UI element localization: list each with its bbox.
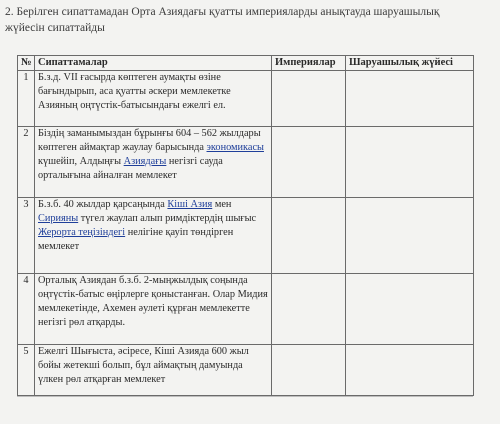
row-number: 1 — [18, 71, 35, 127]
empire-answer-cell[interactable] — [272, 71, 346, 127]
table-row — [18, 127, 474, 198]
economy-answer-cell[interactable] — [346, 127, 474, 198]
description-link[interactable]: Кіші Азия — [167, 199, 213, 210]
description-text: мен — [212, 199, 232, 210]
economy-answer-cell[interactable] — [346, 345, 474, 396]
row-description — [35, 274, 272, 345]
row-description — [35, 127, 272, 198]
characteristics-table — [17, 55, 474, 396]
task-heading-line-2: жүйесін сипаттайды — [5, 22, 105, 34]
row-number: 5 — [18, 345, 35, 396]
economy-answer-cell[interactable] — [346, 198, 474, 274]
table-row — [18, 198, 474, 274]
table-row — [18, 274, 474, 345]
description-text: Б.з.б. 40 жылдар қарсаңында — [38, 199, 168, 210]
description-link[interactable]: Сирияны — [38, 212, 79, 224]
row-description — [35, 71, 272, 127]
description-link[interactable]: Азиядағы — [123, 155, 167, 167]
empire-answer-cell[interactable] — [272, 345, 346, 396]
economy-answer-cell[interactable] — [346, 71, 474, 127]
description-link[interactable]: экономикасы — [206, 141, 264, 153]
description-text: Біздің заманымыздан бұрынғы 604 – 562 жылдары көптеген аймақтар жаулау барысында — [38, 128, 261, 153]
row-description — [35, 345, 272, 396]
description-text: нелігіне қауіп төндірген мемлекет — [38, 226, 234, 252]
task-heading — [5, 4, 475, 36]
description-text: Б.з.д. VII ғасырда көптеген аумақты өзіне бағындырып, аса қуатты әскери мемлекетке Азияның оңтүстік-батысындағы ежелгі ел. — [38, 72, 231, 111]
page-divider — [17, 396, 473, 397]
description-link[interactable]: Жерорта теңізіндегі — [38, 226, 126, 238]
table-row — [18, 71, 474, 127]
header-empire: Империялар — [272, 56, 346, 71]
table-body — [18, 71, 474, 396]
economy-answer-cell[interactable] — [346, 274, 474, 345]
header-description: Сипаттамалар — [35, 56, 272, 71]
empire-answer-cell[interactable] — [272, 198, 346, 274]
table-row — [18, 345, 474, 396]
description-text: күшейіп, Алдыңғы — [38, 155, 124, 167]
description-text: түгел жаулап алып римдіктердің шығыс — [78, 212, 257, 224]
table-header-row — [18, 56, 474, 71]
header-number: № — [18, 56, 35, 71]
description-text: Ежелгі Шығыста, әсіресе, Кіші Азияда 600 жыл бойы жетекші болып, бұл аймақтың дамуында үлкен рөл атқарған мемлекет — [38, 346, 249, 385]
row-number: 4 — [18, 274, 35, 345]
row-description — [35, 198, 272, 274]
row-number: 2 — [18, 127, 35, 198]
task-heading-line-1: 2. Берілген сипаттамадан Орта Азиядағы қуатты империяларды анықтауда шаруашылық — [5, 6, 440, 18]
row-number: 3 — [18, 198, 35, 274]
description-text: Орталық Азиядан б.з.б. 2-мыңжылдық соңында оңтүстік-батыс өңірлерге қоныстанған. Олар Мидия мемлекетінде, Ахемен әулеті құрған мемлекетте негізгі рөл атқарды. — [38, 275, 268, 328]
header-economy: Шаруашылық жүйесі — [346, 56, 474, 71]
empire-answer-cell[interactable] — [272, 127, 346, 198]
description-text: негізгі сауда орталығына айналған мемлекет — [38, 155, 223, 181]
empire-answer-cell[interactable] — [272, 274, 346, 345]
